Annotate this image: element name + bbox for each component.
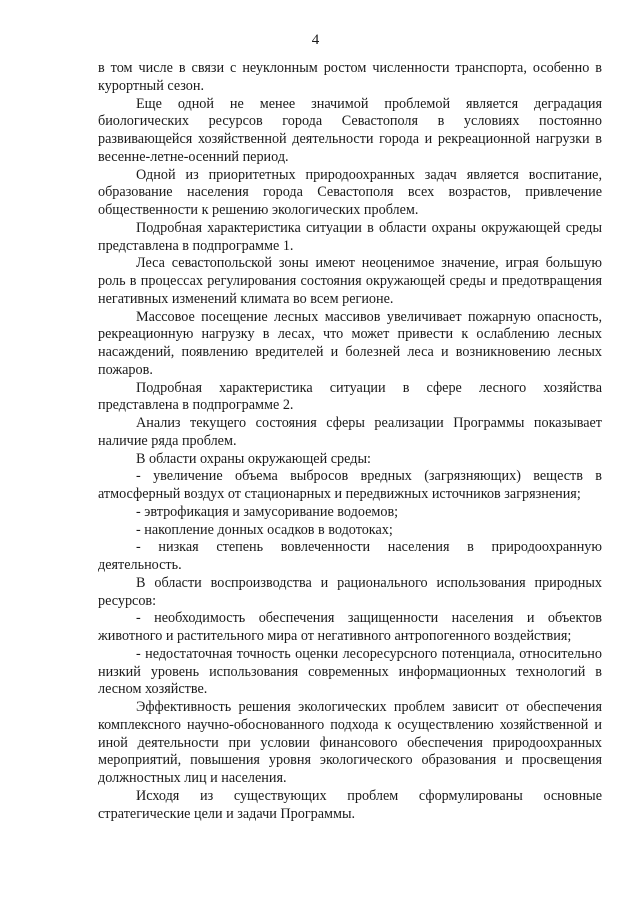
- paragraph: Эффективность решения экологических проблем зависит от обеспечения комплексного научно-обоснованного подхода к осуществлению хозяйственной и иной деятельности при условии финансового обеспечения природоохранных мероприятий, повышения уровня экологического образования и просвещения должностных лиц и населения.: [98, 699, 602, 786]
- paragraph: Анализ текущего состояния сферы реализации Программы показывает наличие ряда проблем.: [98, 415, 602, 449]
- paragraph: Подробная характеристика ситуации в сфере лесного хозяйства представлена в подпрограмме 2.: [98, 379, 602, 414]
- document-body: [98, 60, 602, 823]
- paragraph: Леса севастопольской зоны имеют неоценимое значение, играя большую роль в процессах регулирования состояния окружающей среды и предотвращения негативных изменений климата во всем регионе.: [98, 255, 602, 307]
- list-item: - низкая степень вовлеченности населения в природоохранную деятельность.: [98, 539, 602, 573]
- paragraph: Подробная характеристика ситуации в области охраны окружающей среды представлена в подпрограмме 1.: [98, 219, 602, 254]
- paragraph: Исходя из существующих проблем сформулированы основные стратегические цели и задачи Программы.: [98, 787, 602, 822]
- paragraph: В области охраны окружающей среды:: [136, 450, 371, 467]
- paragraph: в том числе в связи с неуклонным ростом численности транспорта, особенно в курортный сезон.: [98, 60, 602, 94]
- list-item: - увеличение объема выбросов вредных (загрязняющих) веществ в атмосферный воздух от стационарных и передвижных источников загрязнения;: [98, 468, 602, 502]
- list-item: - недостаточная точность оценки лесоресурсного потенциала, относительно низкий уровень использования современных информационных технологий в лесном хозяйстве.: [98, 645, 602, 698]
- paragraph: Массовое посещение лесных массивов увеличивает пожарную опасность, рекреационную нагрузку в лесах, что может привести к ослаблению лесных насаждений, появлению вредителей и болезней леса и возникновению лесных пожаров.: [98, 308, 602, 378]
- paragraph: Еще одной не менее значимой проблемой является деградация биологических ресурсов города Севастополя в условиях постоянно развивающейся хозяйственной деятельности города и рекреационной нагрузки в весенне-летне-осенний период.: [98, 95, 602, 165]
- list-item: - эвтрофикация и замусоривание водоемов;: [136, 503, 399, 520]
- page-number: 4: [311, 32, 320, 48]
- paragraph: Одной из приоритетных природоохранных задач является воспитание, образование населения города Севастополя всех возрастов, привлечение общественности к решению экологических проблем.: [98, 166, 602, 218]
- list-item: - необходимость обеспечения защищенности населения и объектов животного и растительного мира от негативного антропогенного воздействия;: [98, 610, 602, 644]
- paragraph: В области воспроизводства и рационального использования природных ресурсов:: [98, 574, 602, 609]
- list-item: - накопление донных осадков в водотоках;: [136, 521, 393, 538]
